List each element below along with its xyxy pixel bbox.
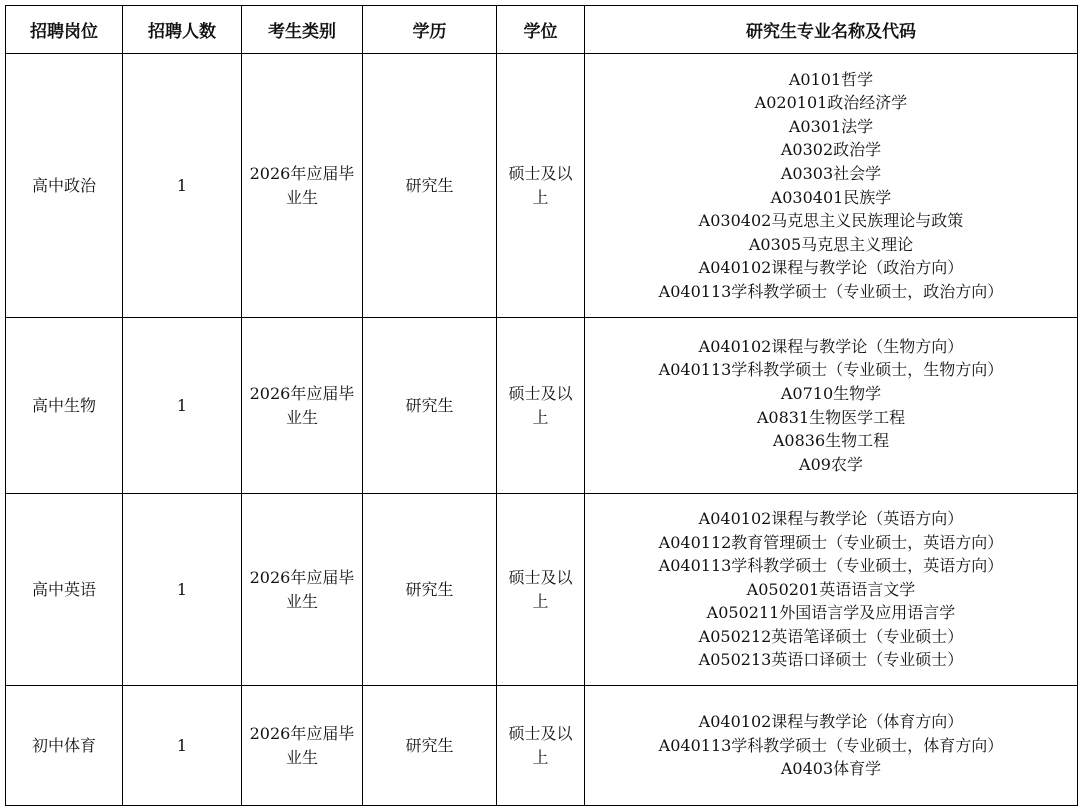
majors-list [591,710,1071,781]
header-category: 考生类别 [242,6,363,54]
header-majors: 研究生专业名称及代码 [585,6,1078,54]
cell-degree: 硕士及以上 [497,494,585,686]
cell-category: 2026年应届毕业生 [242,318,363,494]
table-body [6,54,1078,806]
major-item: A040102课程与教学论（生物方向） [698,336,964,356]
header-count: 招聘人数 [123,6,242,54]
major-item: A0836生物工程 [772,431,890,451]
table-row [6,686,1078,806]
cell-category: 2026年应届毕业生 [242,494,363,686]
table-row [6,54,1078,318]
major-item: A0301法学 [788,116,874,136]
cell-position: 初中体育 [6,686,123,806]
cell-degree: 硕士及以上 [497,686,585,806]
table-row [6,318,1078,494]
cell-majors [585,318,1078,494]
header-degree: 学位 [497,6,585,54]
major-item: A0403体育学 [780,759,882,779]
major-item: A0305马克思主义理论 [748,234,914,254]
header-position: 招聘岗位 [6,6,123,54]
major-item: A040113学科教学硕士（专业硕士，生物方向） [658,360,1004,380]
major-item: A030401民族学 [770,187,892,207]
major-item: A020101政治经济学 [754,93,908,113]
cell-degree: 硕士及以上 [497,318,585,494]
majors-list [591,335,1071,477]
major-item: A0303社会学 [780,163,882,183]
major-item: A040102课程与教学论（政治方向） [698,258,964,278]
cell-degree: 硕士及以上 [497,54,585,318]
major-item: A0101哲学 [788,69,874,89]
cell-count: 1 [123,318,242,494]
cell-category: 2026年应届毕业生 [242,686,363,806]
major-item: A050213英语口译硕士（专业硕士） [698,650,964,670]
recruitment-table-container [5,5,1078,806]
major-item: A050211外国语言学及应用语言学 [706,603,956,623]
cell-education: 研究生 [363,494,497,686]
major-item: A040102课程与教学论（英语方向） [698,508,964,528]
cell-position: 高中生物 [6,318,123,494]
cell-count: 1 [123,54,242,318]
header-education: 学历 [363,6,497,54]
major-item: A040113学科教学硕士（专业硕士，政治方向） [658,281,1004,301]
major-item: A030402马克思主义民族理论与政策 [698,211,964,231]
table-header-row [6,6,1078,54]
major-item: A040113学科教学硕士（专业硕士，体育方向） [658,735,1004,755]
cell-education: 研究生 [363,54,497,318]
cell-education: 研究生 [363,318,497,494]
cell-majors [585,686,1078,806]
cell-majors [585,494,1078,686]
major-item: A09农学 [799,454,863,474]
table-row [6,494,1078,686]
cell-category: 2026年应届毕业生 [242,54,363,318]
cell-count: 1 [123,686,242,806]
major-item: A040102课程与教学论（体育方向） [698,712,964,732]
majors-list [591,68,1071,304]
major-item: A0302政治学 [780,140,882,160]
major-item: A050201英语语言文学 [746,579,916,599]
cell-count: 1 [123,494,242,686]
major-item: A040112教育管理硕士（专业硕士，英语方向） [658,532,1004,552]
major-item: A0831生物医学工程 [756,407,906,427]
cell-position: 高中政治 [6,54,123,318]
majors-list [591,507,1071,672]
major-item: A050212英语笔译硕士（专业硕士） [698,626,964,646]
cell-position: 高中英语 [6,494,123,686]
recruitment-table [5,5,1078,806]
cell-majors [585,54,1078,318]
cell-education: 研究生 [363,686,497,806]
major-item: A0710生物学 [780,383,882,403]
major-item: A040113学科教学硕士（专业硕士，英语方向） [658,556,1004,576]
